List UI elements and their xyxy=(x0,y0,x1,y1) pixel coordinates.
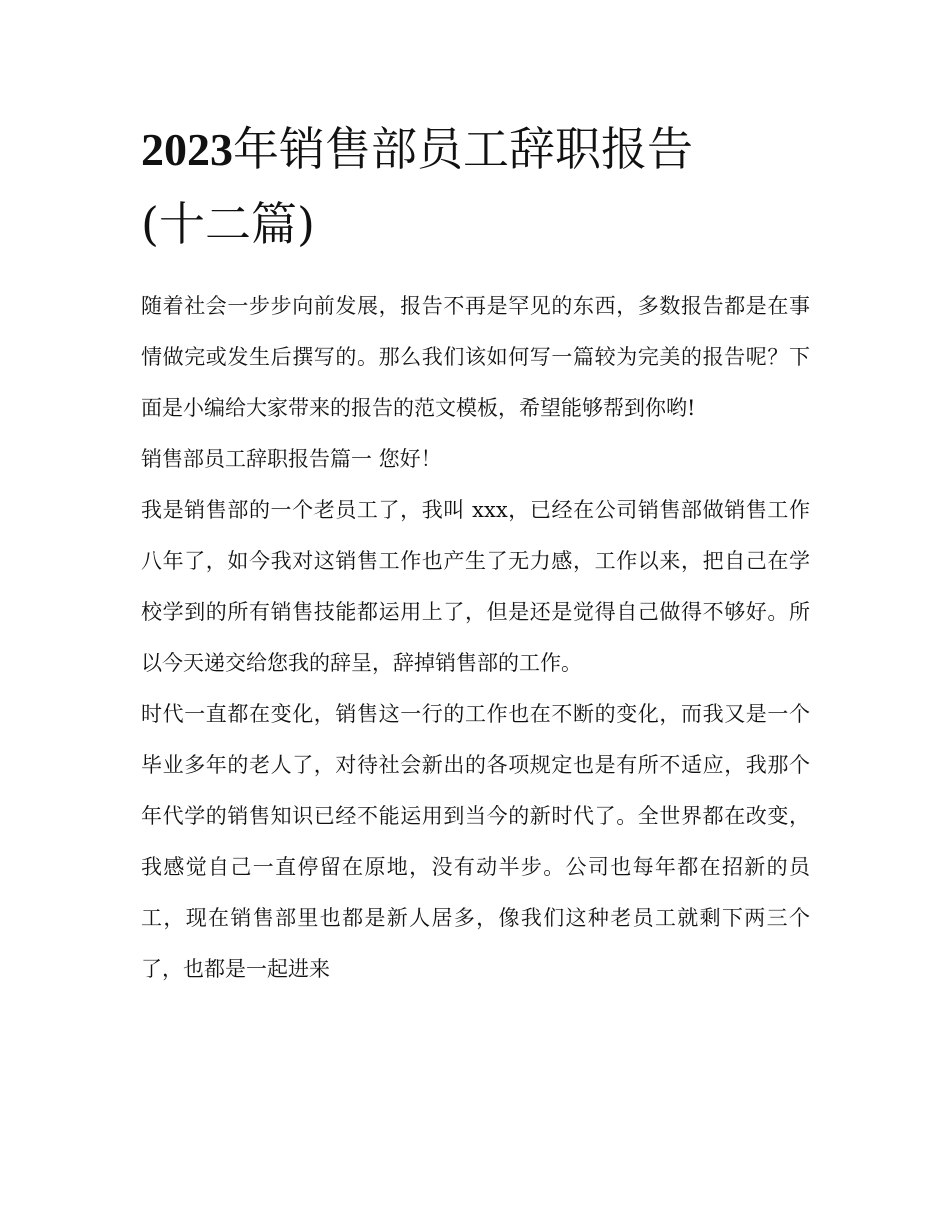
title-line-2: (十二篇) xyxy=(141,197,315,251)
document-title xyxy=(141,112,810,261)
section-heading-paragraph: 销售部员工辞职报告篇一 您好！ xyxy=(141,447,442,471)
document-content xyxy=(141,112,810,995)
body-paragraph: 时代一直都在变化，销售这一行的工作也在不断的变化，而我又是一个毕业多年的老人了，对待社会新出的各项规定也是有所不适应，我那个年代学的销售知识已经不能运用到当今的新时代了。全世界都在改变，我感觉自己一直停留在原地，没有动半步。公司也每年都在招新的员工，现在销售部里也都是新人居多，像我们这种老员工就剩下两三个了，也都是一起进来 xyxy=(141,702,810,981)
body-paragraph: 我是销售部的一个老员工了，我叫 xxx，已经在公司销售部做销售工作八年了，如今我对这销售工作也产生了无力感，工作以来，把自己在学校学到的所有销售技能都运用上了，但是还是觉得自己做得不够好。所以今天递交给您我的辞呈，辞掉销售部的工作。 xyxy=(141,498,810,675)
intro-paragraph: 随着社会一步步向前发展，报告不再是罕见的东西，多数报告都是在事情做完或发生后撰写的。那么我们该如何写一篇较为完美的报告呢？下面是小编给大家带来的报告的范文模板，希望能够帮到你哟! xyxy=(141,294,810,420)
title-line-1 xyxy=(141,112,810,187)
title-year: 2023 xyxy=(141,124,233,175)
document-body xyxy=(141,281,810,995)
title-main: 年销售部员工辞职报告 xyxy=(233,122,693,176)
